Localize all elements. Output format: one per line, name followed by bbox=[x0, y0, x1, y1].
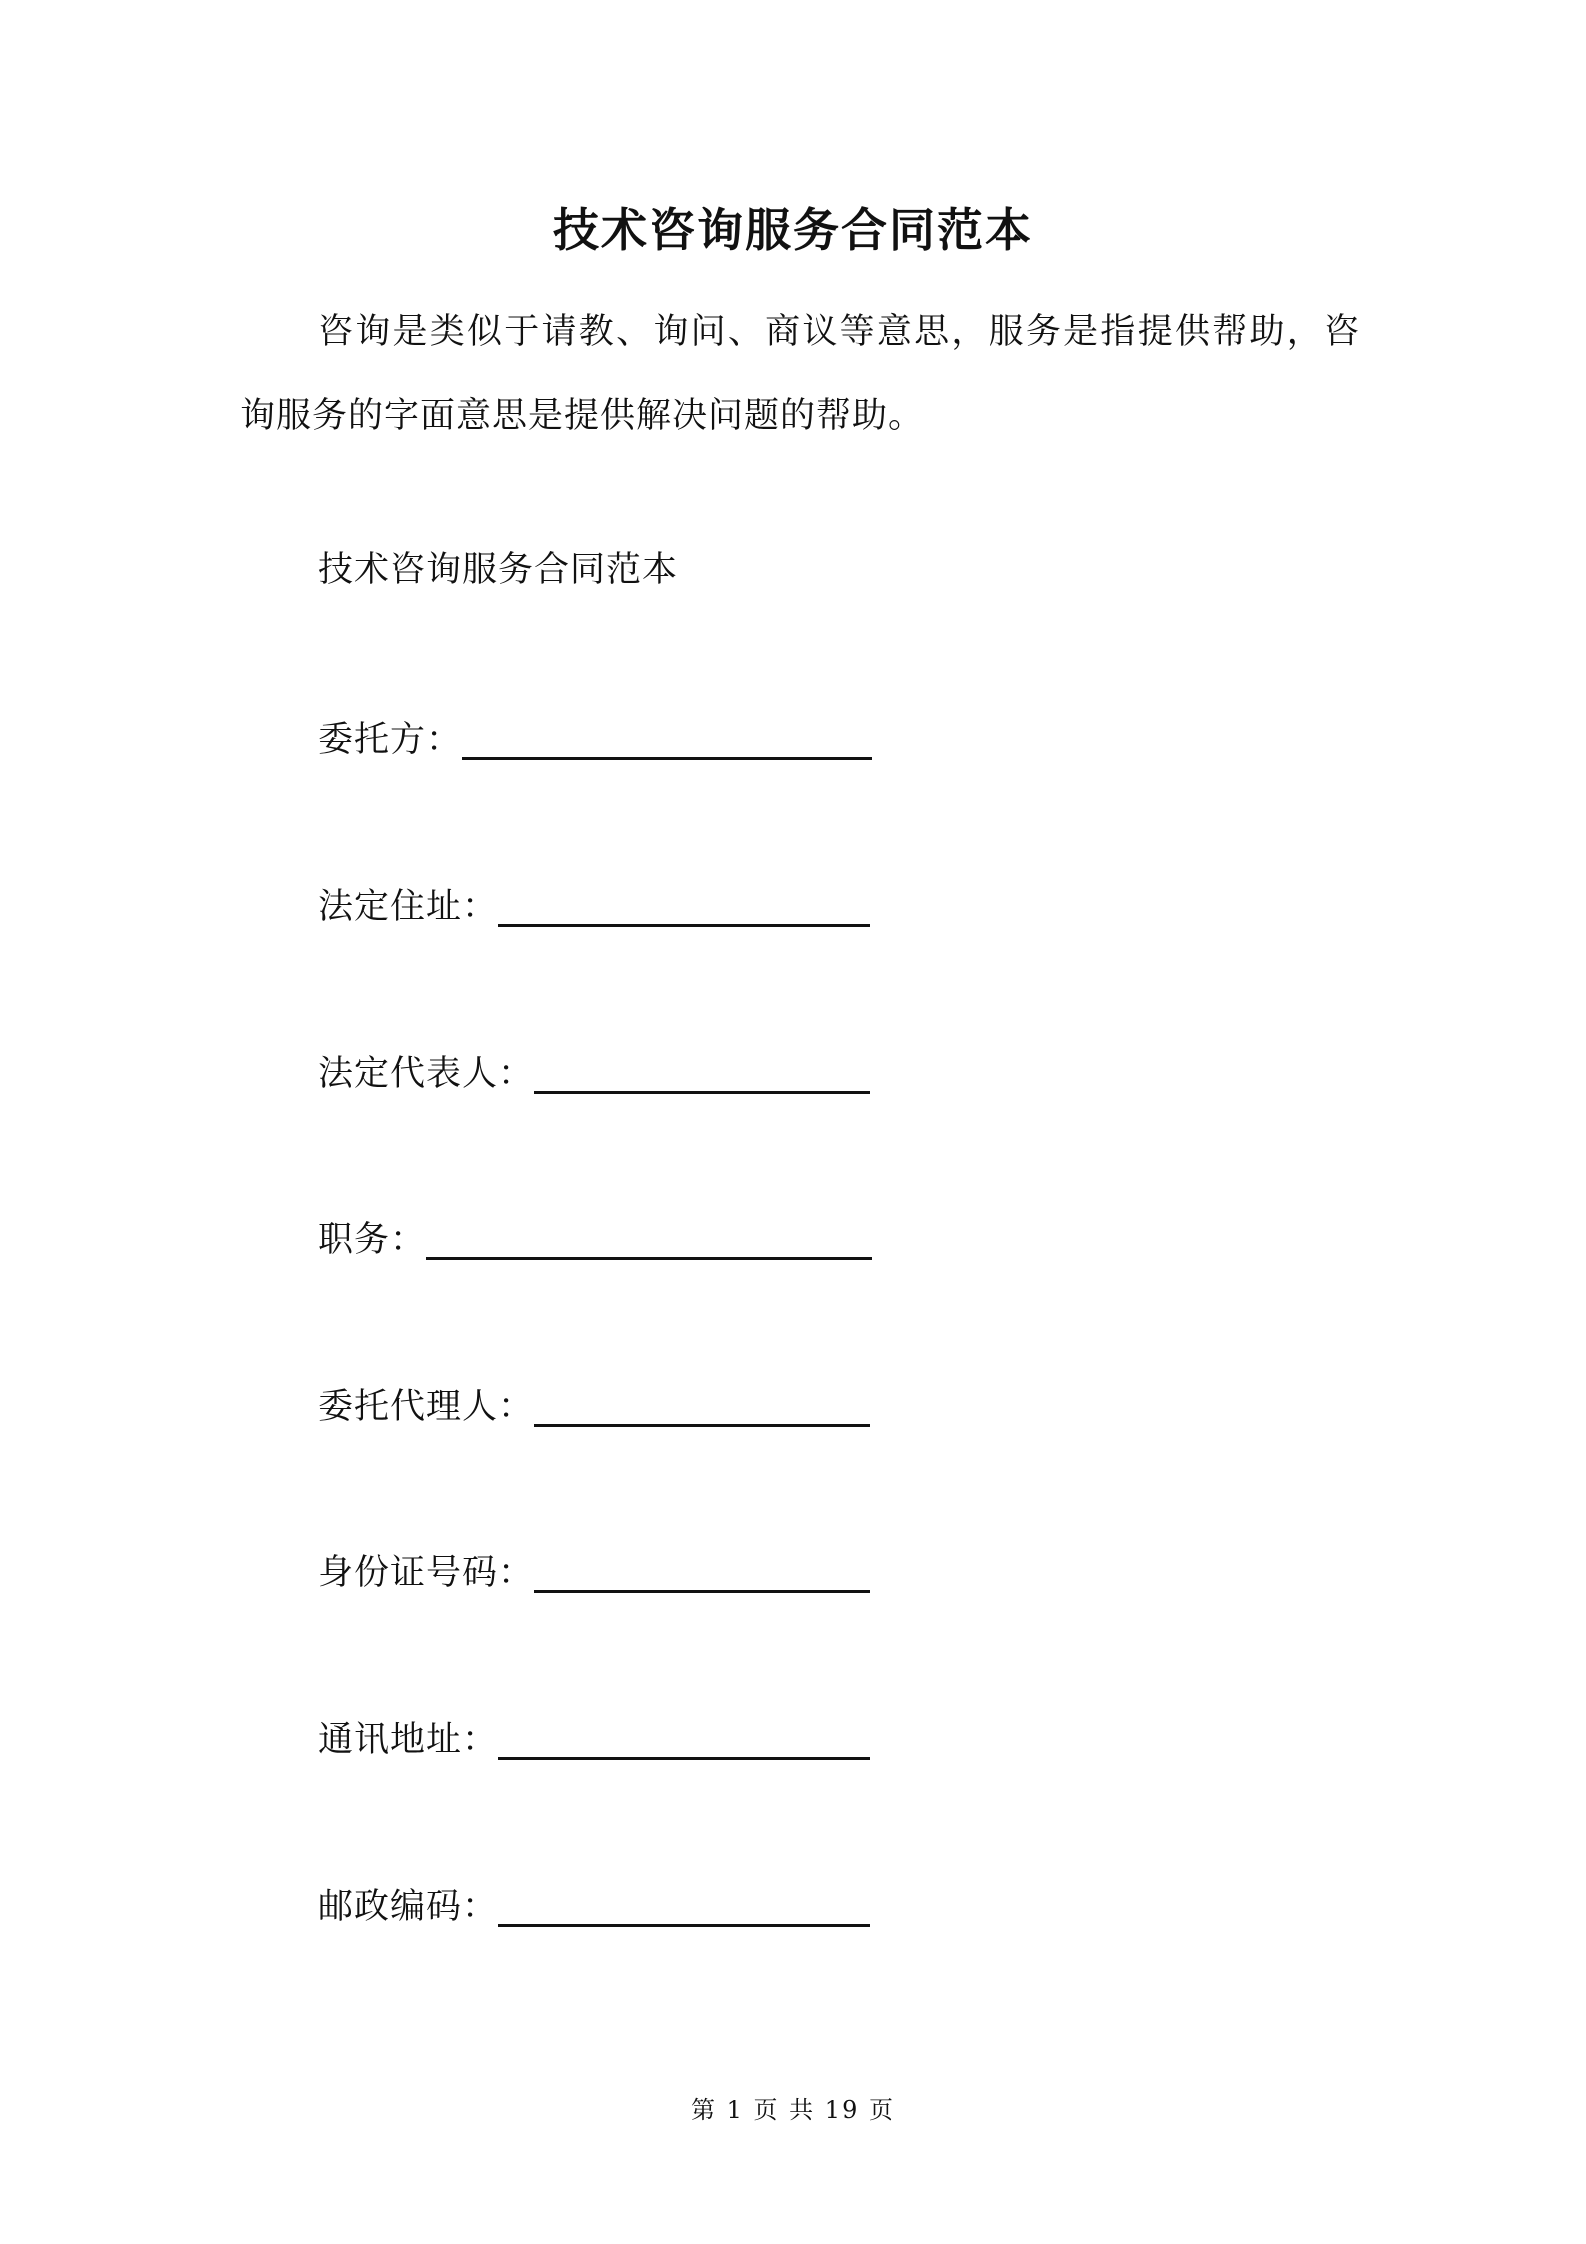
intro-paragraph: 咨询是类似于请教、询问、商议等意思，服务是指提供帮助，咨询服务的字面意思是提供解决问题的帮助。 bbox=[240, 312, 1360, 436]
field-authorized-agent bbox=[318, 1377, 870, 1437]
field-label-mailing-address: 通讯地址： bbox=[318, 1720, 499, 1760]
field-blank-authorized-agent[interactable] bbox=[534, 1424, 870, 1427]
field-label-id-number: 身份证号码： bbox=[318, 1553, 535, 1593]
field-client bbox=[318, 710, 872, 770]
field-mailing-address bbox=[318, 1710, 870, 1770]
field-label-client: 委托方： bbox=[318, 720, 463, 760]
field-legal-representative bbox=[318, 1044, 870, 1104]
field-position bbox=[318, 1210, 872, 1270]
page-number-footer: 第 1 页 共 19 页 bbox=[691, 2096, 895, 2124]
field-postal-code bbox=[318, 1877, 870, 1937]
field-label-legal-address: 法定住址： bbox=[318, 887, 499, 927]
field-blank-legal-representative[interactable] bbox=[534, 1091, 870, 1094]
field-blank-postal-code[interactable] bbox=[498, 1924, 870, 1927]
document-title: 技术咨询服务合同范本 bbox=[553, 203, 1033, 257]
field-label-postal-code: 邮政编码： bbox=[318, 1887, 499, 1927]
field-label-authorized-agent: 委托代理人： bbox=[318, 1387, 535, 1427]
field-blank-position[interactable] bbox=[426, 1257, 872, 1260]
field-blank-client[interactable] bbox=[462, 757, 872, 760]
field-blank-mailing-address[interactable] bbox=[498, 1757, 870, 1760]
field-id-number bbox=[318, 1543, 870, 1603]
field-label-position: 职务： bbox=[318, 1220, 427, 1260]
contract-subtitle: 技术咨询服务合同范本 bbox=[318, 550, 679, 590]
field-blank-legal-address[interactable] bbox=[498, 924, 870, 927]
field-legal-address bbox=[318, 877, 870, 937]
field-blank-id-number[interactable] bbox=[534, 1590, 870, 1593]
field-label-legal-representative: 法定代表人： bbox=[318, 1054, 535, 1094]
